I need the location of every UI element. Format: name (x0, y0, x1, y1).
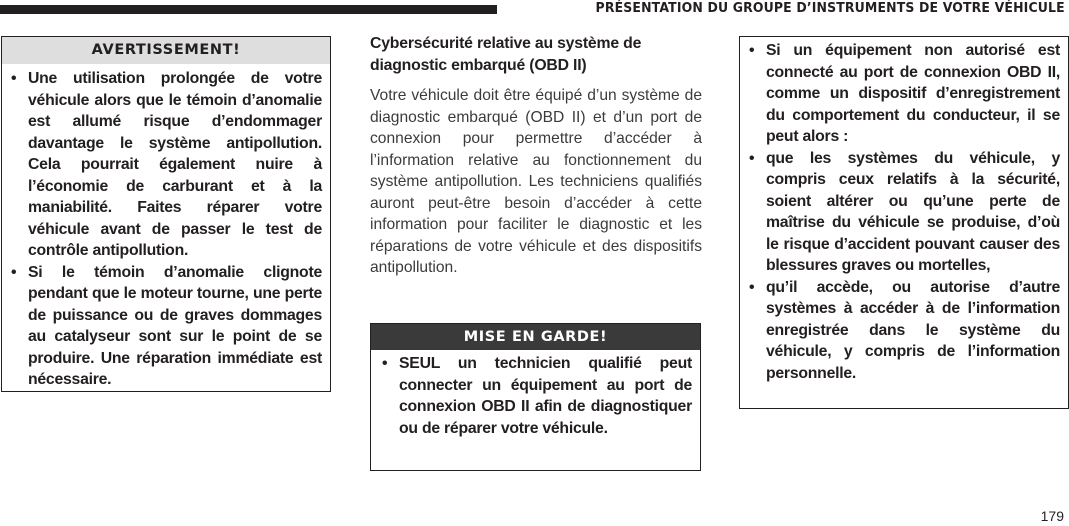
caution-list (371, 350, 700, 439)
section-title: Cybersécurité relative au système de diagnostic embarqué (OBD II) (370, 35, 642, 74)
continued-item-1: • Si un équipement non autorisé est connecté au port de connexion OBD II, comme un dispositif d’enregistrement du comportement du conducteur, il se peut alors : (749, 40, 1060, 148)
warning-continued-box (739, 36, 1069, 409)
continued-item-3: • qu’il accède, ou autorise d’autre systèmes à accéder à de l’information enregistrée dans le système du véhicule, y compris de l’information personnelle. (749, 277, 1060, 385)
caution-item-1: • SEUL un technicien qualifié peut connecter un équipement au port de connexion OBD II afin de diagnostiquer ou de réparer votre véhicule. (382, 353, 692, 439)
page-number: 179 (1040, 508, 1064, 524)
running-header: PRÉSENTATION DU GROUPE D’INSTRUMENTS DE VOTRE VÉHICULE (595, 1, 1065, 16)
warning-item-2: • Si le témoin d’anomalie clignote pendant que le moteur tourne, une perte de puissance ou de graves dommages au catalyseur sont sur le point de se produire. Une réparation immédiate est nécessaire. (11, 262, 322, 391)
warning-heading: AVERTISSEMENT! (2, 37, 330, 64)
warning-box (1, 36, 331, 392)
warning-item-1: • Une utilisation prolongée de votre véhicule alors que le témoin d’anomalie est allumé risque d’endommager davantage le système antipollution. Cela pourrait également nuire à l’économie de carburant et à la maniabilité. Faites réparer votre véhicule avant de passer le test de contrôle antipollution. (11, 68, 322, 262)
continued-item-2: • que les systèmes du véhicule, y compris ceux relatifs à la sécurité, soient altérer ou qu’une perte de maîtrise du véhicule se produise, d’où le risque d’accident pouvant causer des blessures graves ou mortelles, (749, 148, 1060, 277)
header-rule (0, 5, 497, 14)
warning-list (2, 64, 330, 391)
caution-heading: MISE EN GARDE! (371, 324, 700, 350)
section-body: Votre véhicule doit être équipé d’un système de diagnostic embarqué (OBD II) et d’un port de connexion pour permettre d’accéder à l’information relative au fonctionnement du système antipollution. Les techniciens qualifiés auront peut-être besoin d’accéder à cette information pour faciliter le diagnostic et les réparations de votre véhicule et des dispositifs antipollution. (370, 87, 702, 276)
caution-box (370, 323, 701, 471)
warning-continued-list (740, 37, 1068, 384)
